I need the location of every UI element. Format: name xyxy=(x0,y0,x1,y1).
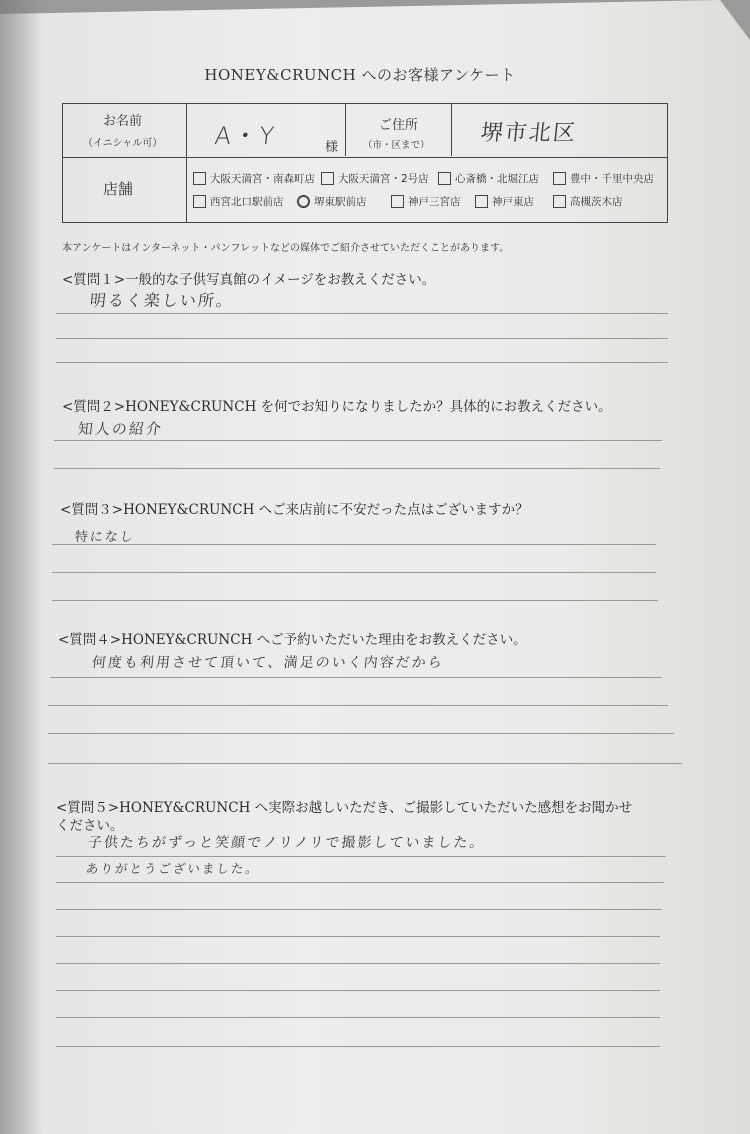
store-option-label: 大阪天満宮・2号店 xyxy=(338,173,429,185)
store-option[interactable] xyxy=(193,194,284,209)
store-option-label: 大阪天満宮・南森町店 xyxy=(210,173,315,185)
store-option-label: 西宮北口駅前店 xyxy=(210,196,284,208)
address-sublabel: （市・区まで） xyxy=(363,140,430,151)
name-label: お名前 xyxy=(103,114,143,129)
store-option-selected[interactable] xyxy=(297,194,367,209)
answer-line xyxy=(52,600,658,601)
answer-line xyxy=(56,313,668,314)
question-5-line-2: ください。 xyxy=(56,818,124,834)
answer-line xyxy=(56,990,660,991)
store-option-label: 心斎橋・北堀江店 xyxy=(455,173,539,185)
store-option[interactable] xyxy=(193,171,315,186)
store-option-label: 高槻茨木店 xyxy=(570,196,623,208)
store-option-label: 神戸東店 xyxy=(492,196,534,208)
checkbox[interactable] xyxy=(475,195,488,208)
name-sublabel: （イニシャル可） xyxy=(83,138,163,149)
answer-2-line: 知人の紹介 xyxy=(77,420,164,438)
store-option-label: 豊中・千里中央店 xyxy=(570,173,654,185)
checkbox[interactable] xyxy=(553,195,566,208)
answer-line xyxy=(52,572,656,573)
table-divider xyxy=(186,104,187,222)
checked-checkbox[interactable] xyxy=(297,195,310,208)
customer-info-table xyxy=(62,103,668,223)
address-value: 堺市北区 xyxy=(479,121,579,146)
question-4: <質問４>HONEY&CRUNCH へご予約いただいた理由をお教えください。 xyxy=(58,632,527,648)
address-label: ご住所 xyxy=(379,118,419,133)
answer-line xyxy=(56,1046,660,1047)
question-5-line-1: <質問５>HONEY&CRUNCH へ実際お越しいただき、ご撮影していただいた感想をお聞かせ xyxy=(56,800,633,816)
checkbox[interactable] xyxy=(553,172,566,185)
store-option-label: 神戸三宮店 xyxy=(408,196,461,208)
page-shadow xyxy=(0,0,44,1134)
store-option-label: 堺東駅前店 xyxy=(314,196,367,208)
store-option[interactable] xyxy=(391,194,461,209)
answer-line xyxy=(56,856,666,857)
store-option[interactable] xyxy=(475,194,534,209)
publication-notice: 本アンケートはインターネット・パンフレットなどの媒体でご紹介させていただくことがあります。 xyxy=(62,243,510,254)
store-option[interactable] xyxy=(321,171,429,186)
answer-line xyxy=(56,362,668,363)
answer-line xyxy=(48,705,668,706)
answer-1-line: 明るく楽しい所。 xyxy=(88,291,235,310)
checkbox[interactable] xyxy=(193,195,206,208)
answer-3-line: 特になし xyxy=(74,530,136,545)
survey-title: HONEY&CRUNCH へのお客様アンケート xyxy=(204,66,516,84)
answer-line xyxy=(54,440,662,441)
checkbox[interactable] xyxy=(193,172,206,185)
question-3: <質問３>HONEY&CRUNCH へご来店前に不安だった点はございますか？ xyxy=(60,502,529,518)
answer-line xyxy=(56,1017,660,1018)
store-option[interactable] xyxy=(438,171,539,186)
checkbox[interactable] xyxy=(321,172,334,185)
answer-line xyxy=(48,763,682,764)
answer-5-line: 子供たちがずっと笑顔でノリノリで撮影していました。 xyxy=(87,835,487,851)
answer-line xyxy=(56,338,668,339)
table-divider xyxy=(345,104,346,156)
answer-line xyxy=(56,882,664,883)
answer-line xyxy=(52,544,656,545)
answer-line xyxy=(48,733,674,734)
table-divider xyxy=(63,157,667,158)
question-1: <質問１>一般的な子供写真館のイメージをお教えください。 xyxy=(62,272,436,288)
answer-line xyxy=(50,677,662,678)
answer-line xyxy=(56,963,660,964)
answer-line xyxy=(54,468,660,469)
answer-5-line: ありがとうございました。 xyxy=(85,861,261,876)
checkbox[interactable] xyxy=(438,172,451,185)
checkbox[interactable] xyxy=(391,195,404,208)
question-2: <質問２>HONEY&CRUNCH を何でお知りになりましたか？具体的にお教えください。 xyxy=(62,399,612,415)
store-label: 店舗 xyxy=(103,180,134,198)
name-value: A・Y xyxy=(213,122,278,150)
answer-4-line: 何度も利用させて頂いて、満足のいく内容だから xyxy=(91,655,445,671)
store-option[interactable] xyxy=(553,171,654,186)
store-option[interactable] xyxy=(553,194,623,209)
answer-line xyxy=(56,909,662,910)
table-divider xyxy=(451,104,452,156)
honorific: 様 xyxy=(325,140,339,155)
answer-line xyxy=(56,936,660,937)
